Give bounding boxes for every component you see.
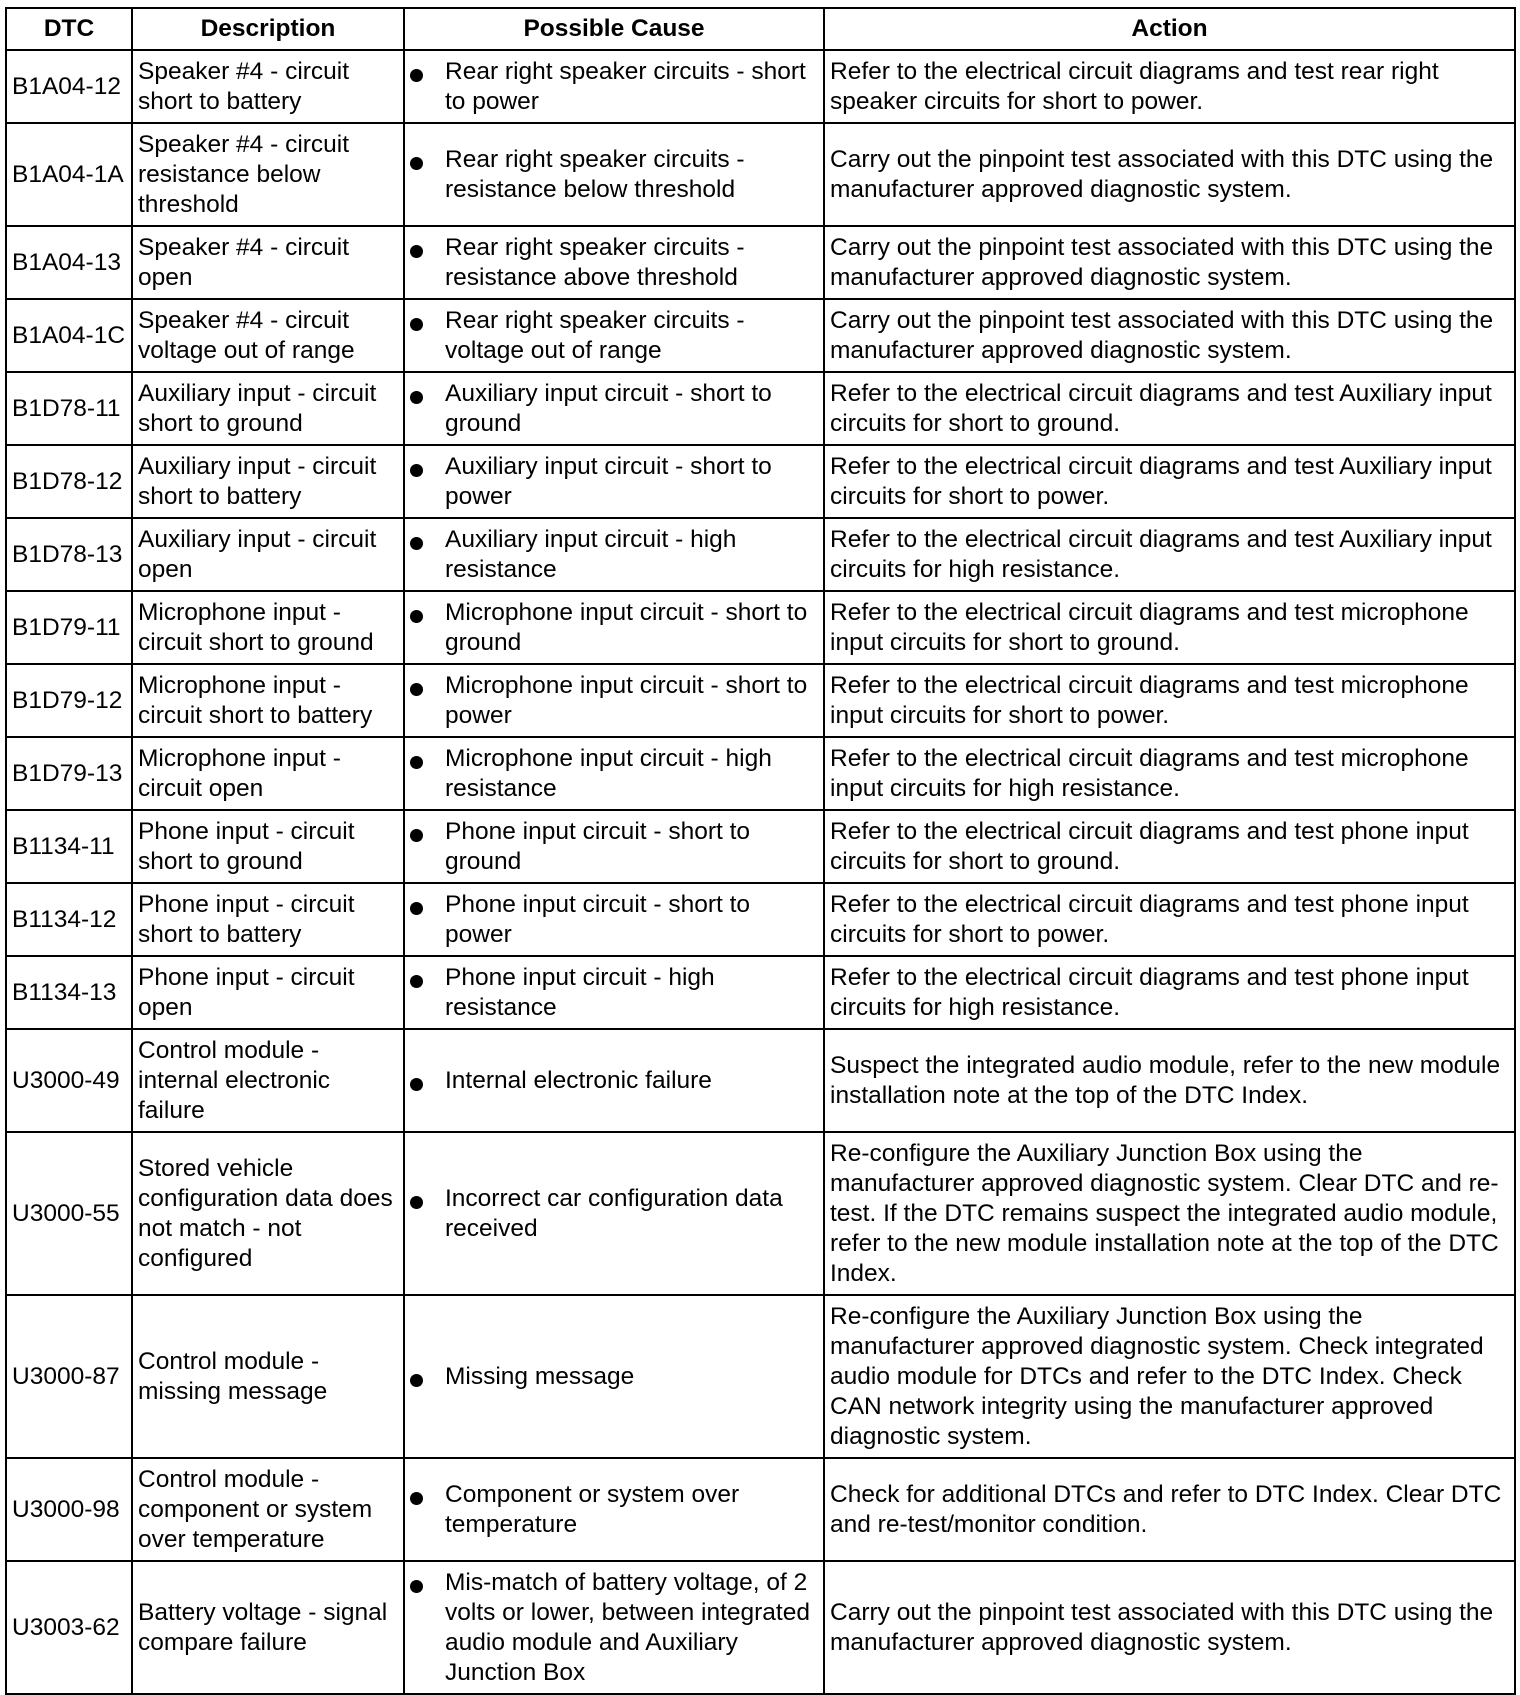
possible-cause	[404, 50, 824, 123]
possible-cause	[404, 372, 824, 445]
table-row	[6, 445, 1515, 518]
dtc-description: Control module - internal electronic failure	[132, 1029, 404, 1132]
dtc-description: Auxiliary input - circuit short to ground	[132, 372, 404, 445]
possible-cause-text: Rear right speaker circuits - voltage out of range	[445, 307, 745, 364]
table-row	[6, 956, 1515, 1029]
bullet-icon	[410, 1196, 423, 1209]
possible-cause	[404, 1561, 824, 1694]
possible-cause	[404, 518, 824, 591]
possible-cause	[404, 226, 824, 299]
bullet-icon	[410, 975, 423, 988]
dtc-action: Re-configure the Auxiliary Junction Box using the manufacturer approved diagnostic system. Check integrated audio module for DTCs and refer to the DTC Index. Check CAN network integrity using the manufacturer approved diagnostic system.	[824, 1295, 1515, 1458]
bullet-icon	[410, 1580, 423, 1593]
table-row	[6, 591, 1515, 664]
table-row	[6, 1458, 1515, 1561]
dtc-action: Carry out the pinpoint test associated with this DTC using the manufacturer approved diagnostic system.	[824, 299, 1515, 372]
bullet-icon	[410, 683, 423, 696]
bullet-icon	[410, 464, 423, 477]
possible-cause-text: Missing message	[445, 1363, 635, 1390]
possible-cause	[404, 299, 824, 372]
possible-cause-text: Phone input circuit - short to ground	[445, 818, 751, 875]
dtc-code: B1D78-13	[6, 518, 132, 591]
dtc-description: Speaker #4 - circuit resistance below threshold	[132, 123, 404, 226]
possible-cause	[404, 591, 824, 664]
bullet-icon	[410, 1078, 423, 1091]
dtc-code: U3000-98	[6, 1458, 132, 1561]
dtc-action: Carry out the pinpoint test associated with this DTC using the manufacturer approved diagnostic system.	[824, 226, 1515, 299]
possible-cause	[404, 445, 824, 518]
dtc-code: U3000-55	[6, 1132, 132, 1295]
table-row	[6, 664, 1515, 737]
dtc-description: Phone input - circuit short to battery	[132, 883, 404, 956]
table-header-row	[6, 8, 1515, 50]
dtc-action: Refer to the electrical circuit diagrams and test phone input circuits for high resistance.	[824, 956, 1515, 1029]
possible-cause	[404, 1458, 824, 1561]
possible-cause-text: Auxiliary input circuit - short to power	[445, 453, 772, 510]
table-row	[6, 1132, 1515, 1295]
column-header-dtc: DTC	[6, 8, 132, 50]
possible-cause	[404, 810, 824, 883]
table-row	[6, 1029, 1515, 1132]
possible-cause-text: Microphone input circuit - short to ground	[445, 599, 808, 656]
dtc-action: Refer to the electrical circuit diagrams and test microphone input circuits for short to ground.	[824, 591, 1515, 664]
dtc-action: Re-configure the Auxiliary Junction Box using the manufacturer approved diagnostic system. Clear DTC and re-test. If the DTC remains suspect the integrated audio module, refer to the new module installation note at the top of the DTC Index.	[824, 1132, 1515, 1295]
column-header-action: Action	[824, 8, 1515, 50]
possible-cause-text: Auxiliary input circuit - high resistance	[445, 526, 737, 583]
possible-cause	[404, 664, 824, 737]
column-header-possible-cause: Possible Cause	[404, 8, 824, 50]
dtc-code: U3003-62	[6, 1561, 132, 1694]
dtc-code: B1134-12	[6, 883, 132, 956]
dtc-code: B1134-13	[6, 956, 132, 1029]
dtc-code: B1D78-11	[6, 372, 132, 445]
dtc-action: Refer to the electrical circuit diagrams and test Auxiliary input circuits for high resistance.	[824, 518, 1515, 591]
bullet-icon	[410, 69, 423, 82]
table-row	[6, 1561, 1515, 1694]
dtc-code: B1A04-1A	[6, 123, 132, 226]
dtc-action: Refer to the electrical circuit diagrams and test Auxiliary input circuits for short to ground.	[824, 372, 1515, 445]
possible-cause-text: Phone input circuit - short to power	[445, 891, 751, 948]
table-row	[6, 372, 1515, 445]
table-row	[6, 299, 1515, 372]
dtc-code: U3000-49	[6, 1029, 132, 1132]
table-row	[6, 1295, 1515, 1458]
possible-cause-text: Incorrect car configuration data received	[445, 1185, 783, 1242]
possible-cause-text: Internal electronic failure	[445, 1067, 712, 1094]
dtc-description: Auxiliary input - circuit short to battery	[132, 445, 404, 518]
dtc-code: U3000-87	[6, 1295, 132, 1458]
dtc-action: Refer to the electrical circuit diagrams and test Auxiliary input circuits for short to power.	[824, 445, 1515, 518]
dtc-code: B1A04-1C	[6, 299, 132, 372]
dtc-description: Speaker #4 - circuit open	[132, 226, 404, 299]
possible-cause-text: Rear right speaker circuits - short to power	[445, 58, 806, 115]
dtc-code: B1A04-12	[6, 50, 132, 123]
dtc-description: Phone input - circuit short to ground	[132, 810, 404, 883]
dtc-description: Phone input - circuit open	[132, 956, 404, 1029]
dtc-code: B1D78-12	[6, 445, 132, 518]
bullet-icon	[410, 318, 423, 331]
possible-cause	[404, 1132, 824, 1295]
possible-cause-text: Microphone input circuit - short to power	[445, 672, 808, 729]
dtc-action: Refer to the electrical circuit diagrams and test microphone input circuits for high resistance.	[824, 737, 1515, 810]
bullet-icon	[410, 756, 423, 769]
dtc-action: Refer to the electrical circuit diagrams and test rear right speaker circuits for short to power.	[824, 50, 1515, 123]
dtc-code: B1D79-12	[6, 664, 132, 737]
dtc-description: Microphone input - circuit short to battery	[132, 664, 404, 737]
possible-cause	[404, 737, 824, 810]
possible-cause	[404, 883, 824, 956]
possible-cause	[404, 1029, 824, 1132]
dtc-description: Speaker #4 - circuit short to battery	[132, 50, 404, 123]
dtc-action: Carry out the pinpoint test associated with this DTC using the manufacturer approved diagnostic system.	[824, 123, 1515, 226]
dtc-description: Stored vehicle configuration data does not match - not configured	[132, 1132, 404, 1295]
dtc-code: B1D79-11	[6, 591, 132, 664]
bullet-icon	[410, 829, 423, 842]
bullet-icon	[410, 902, 423, 915]
possible-cause-text: Rear right speaker circuits - resistance above threshold	[445, 234, 745, 291]
dtc-description: Microphone input - circuit short to ground	[132, 591, 404, 664]
bullet-icon	[410, 1374, 423, 1387]
dtc-description: Speaker #4 - circuit voltage out of range	[132, 299, 404, 372]
dtc-action: Refer to the electrical circuit diagrams and test phone input circuits for short to power.	[824, 883, 1515, 956]
dtc-action: Carry out the pinpoint test associated with this DTC using the manufacturer approved diagnostic system.	[824, 1561, 1515, 1694]
bullet-icon	[410, 1492, 423, 1505]
bullet-icon	[410, 245, 423, 258]
possible-cause-text: Mis-match of battery voltage, of 2 volts or lower, between integrated audio module and Auxiliary Junction Box	[445, 1569, 810, 1686]
possible-cause-text: Microphone input circuit - high resistance	[445, 745, 772, 802]
dtc-description: Control module - missing message	[132, 1295, 404, 1458]
possible-cause-text: Component or system over temperature	[445, 1481, 740, 1538]
table-row	[6, 737, 1515, 810]
column-header-description: Description	[132, 8, 404, 50]
dtc-code: B1D79-13	[6, 737, 132, 810]
dtc-description: Microphone input - circuit open	[132, 737, 404, 810]
table-row	[6, 883, 1515, 956]
dtc-description: Auxiliary input - circuit open	[132, 518, 404, 591]
possible-cause-text: Phone input circuit - high resistance	[445, 964, 715, 1021]
table-row	[6, 226, 1515, 299]
bullet-icon	[410, 157, 423, 170]
dtc-table	[5, 7, 1516, 1695]
dtc-action: Check for additional DTCs and refer to DTC Index. Clear DTC and re-test/monitor condition.	[824, 1458, 1515, 1561]
dtc-code: B1134-11	[6, 810, 132, 883]
bullet-icon	[410, 391, 423, 404]
dtc-table-page	[5, 7, 1514, 1695]
dtc-action: Suspect the integrated audio module, refer to the new module installation note at the top of the DTC Index.	[824, 1029, 1515, 1132]
table-row	[6, 810, 1515, 883]
bullet-icon	[410, 610, 423, 623]
bullet-icon	[410, 537, 423, 550]
dtc-code: B1A04-13	[6, 226, 132, 299]
table-row	[6, 518, 1515, 591]
possible-cause-text: Rear right speaker circuits - resistance below threshold	[445, 146, 745, 203]
possible-cause	[404, 123, 824, 226]
dtc-action: Refer to the electrical circuit diagrams and test microphone input circuits for short to power.	[824, 664, 1515, 737]
possible-cause	[404, 956, 824, 1029]
table-body	[6, 50, 1515, 1694]
table-row	[6, 123, 1515, 226]
table-row	[6, 50, 1515, 123]
dtc-description: Battery voltage - signal compare failure	[132, 1561, 404, 1694]
possible-cause	[404, 1295, 824, 1458]
dtc-action: Refer to the electrical circuit diagrams and test phone input circuits for short to ground.	[824, 810, 1515, 883]
dtc-description: Control module - component or system over temperature	[132, 1458, 404, 1561]
possible-cause-text: Auxiliary input circuit - short to ground	[445, 380, 772, 437]
